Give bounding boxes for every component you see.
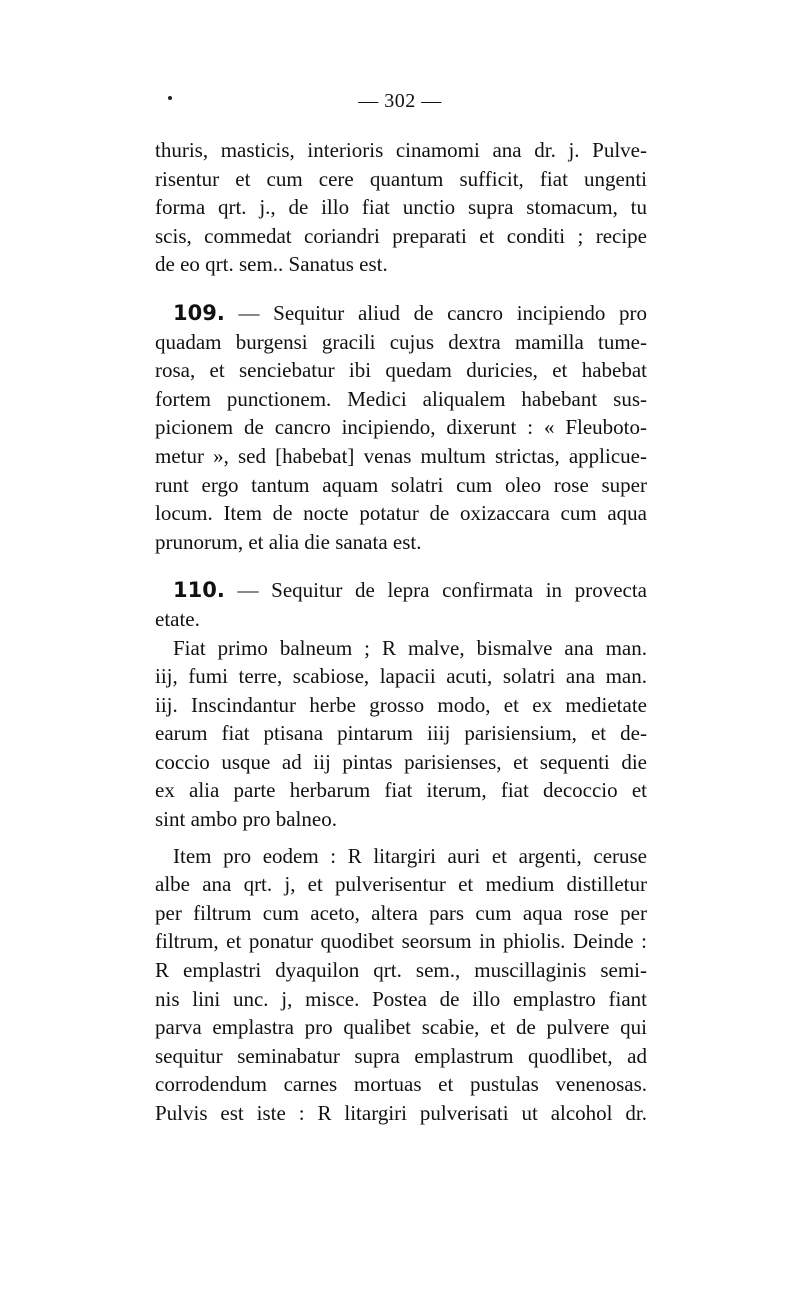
section-109 [155,299,647,556]
text-line: de eo qrt. sem.. Sanatus est. [155,252,388,277]
text-line: iij. Inscindantur herbe grosso modo, et ex medietate [155,692,647,717]
text-line: etate. [155,606,200,631]
text-line: thuris, masticis, interioris cinamomi ana dr. j. Pulve- [155,138,647,162]
text-line: Fiat primo balneum ; R malve, bismalve ana man. [173,635,647,660]
section-first-line-text: — Sequitur aliud de cancro incipiendo pro [224,300,647,325]
section-first-line [155,576,647,605]
page-body [155,136,647,1128]
text-line: quadam burgensi gracili cujus dextra mamilla tume- [155,329,647,354]
text-line: Pulvis est iste : R litargiri pulverisati ut alcohol dr. [155,1101,647,1125]
text-line: sequitur seminabatur supra emplastrum quodlibet, ad [155,1043,647,1068]
text-line: scis, commedat coriandri preparati et conditi ; recipe [155,223,647,248]
text-line: sint ambo pro balneo. [155,807,337,832]
text-line: risentur et cum cere quantum sufficit, fiat ungenti [155,166,647,191]
text-line: filtrum, et ponatur quodibet seorsum in phiolis. Deinde : [155,929,647,954]
section-110 [155,576,647,1127]
text-line: rosa, et senciebatur ibi quedam duricies, et habebat [155,358,647,383]
text-line: corrodendum carnes mortuas et pustulas venenosas. [155,1072,647,1097]
text-line: metur », sed [habebat] venas multum strictas, applicue- [155,443,647,468]
text-line: R emplastri dyaquilon qrt. sem., muscillaginis semi- [155,958,647,983]
text-line: Item pro eodem : R litargiri auri et argenti, ceruse [173,843,647,868]
text-line: coccio usque ad iij pintas parisienses, et sequenti die [155,749,647,774]
text-line: locum. Item de nocte potatur de oxizaccara cum aqua [155,501,647,526]
page-number-header: — 302 — [358,90,442,112]
text-line: nis lini unc. j, misce. Postea de illo emplastro fiant [155,986,647,1011]
text-line: earum fiat ptisana pintarum iiij parisiensium, et de- [155,721,647,746]
text-line: forma qrt. j., de illo fiat unctio supra stomacum, tu [155,195,647,220]
text-line: fortem punctionem. Medici aliqualem habebant sus- [155,386,647,411]
text-line: iij, fumi terre, scabiose, lapacii acuti, solatri ana man. [155,664,647,689]
text-line: runt ergo tantum aquam solatri cum oleo rose super [155,472,647,497]
section-first-line-text: — Sequitur de lepra confirmata in provecta [224,578,647,603]
section-number: 109. [173,300,225,325]
text-line: albe ana qrt. j, et pulverisentur et medium distilletur [155,872,647,897]
text-line: ex alia parte herbarum fiat iterum, fiat decoccio et [155,778,647,803]
text-line: per filtrum cum aceto, altera pars cum aqua rose per [155,900,647,925]
text-line: picionem de cancro incipiendo, dixerunt : « Fleuboto- [155,415,647,440]
text-line: parva emplastra pro qualibet scabie, et de pulvere qui [155,1015,647,1040]
paragraph-continuation [155,136,647,279]
section-number: 110. [173,578,225,603]
section-first-line [155,299,647,328]
text-line: prunorum, et alia die sanata est. [155,529,422,554]
